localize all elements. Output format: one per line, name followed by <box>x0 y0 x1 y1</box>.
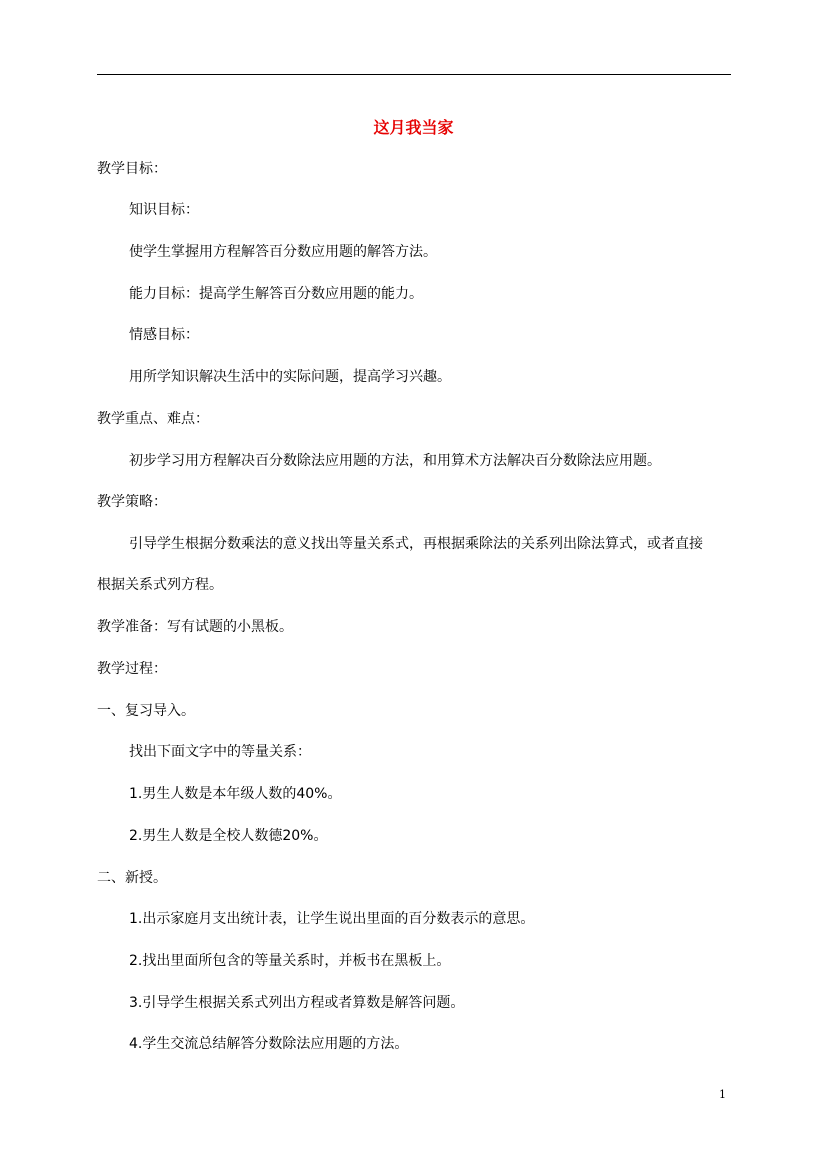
strategy-text-line-1: 引导学生根据分数乘法的意义找出等量关系式，再根据乘除法的关系列出除法算式，或者直接 <box>129 536 703 552</box>
section-heading-preparation: 教学准备：写有试题的小黑板。 <box>97 619 293 635</box>
review-instruction: 找出下面文字中的等量关系： <box>129 744 311 760</box>
knowledge-objective-text: 使学生掌握用方程解答百分数应用题的解答方法。 <box>129 244 437 260</box>
emotion-objective-text: 用所学知识解决生活中的实际问题，提高学习兴趣。 <box>129 369 451 385</box>
ability-objective: 能力目标：提高学生解答百分数应用题的能力。 <box>129 286 423 302</box>
new-lesson-item-4: 4.学生交流总结解答分数除法应用题的方法。 <box>129 1036 409 1052</box>
key-points-text: 初步学习用方程解决百分数除法应用题的方法，和用算术方法解决百分数除法应用题。 <box>129 453 661 469</box>
new-lesson-item-3: 3.引导学生根据关系式列出方程或者算数是解答问题。 <box>129 995 465 1011</box>
section-heading-process: 教学过程： <box>97 661 167 677</box>
document-title: 这月我当家 <box>373 118 454 137</box>
knowledge-objective-label: 知识目标： <box>129 202 199 218</box>
header-rule <box>97 74 731 75</box>
review-item-1: 1.男生人数是本年级人数的40%。 <box>129 786 342 802</box>
page-number: 1 <box>719 1088 726 1101</box>
new-lesson-item-2: 2.找出里面所包含的等量关系时，并板书在黑板上。 <box>129 953 451 969</box>
section-heading-key-points: 教学重点、难点： <box>97 411 209 427</box>
strategy-text-line-2: 根据关系式列方程。 <box>97 577 223 593</box>
new-lesson-item-1: 1.出示家庭月支出统计表，让学生说出里面的百分数表示的意思。 <box>129 911 535 927</box>
review-item-2: 2.男生人数是全校人数德20%。 <box>129 828 328 844</box>
step-heading-new-lesson: 二、新授。 <box>97 870 167 886</box>
emotion-objective-label: 情感目标： <box>129 327 199 343</box>
section-heading-objectives: 教学目标： <box>97 161 167 177</box>
step-heading-review: 一、复习导入。 <box>97 703 195 719</box>
section-heading-strategy: 教学策略： <box>97 494 167 510</box>
